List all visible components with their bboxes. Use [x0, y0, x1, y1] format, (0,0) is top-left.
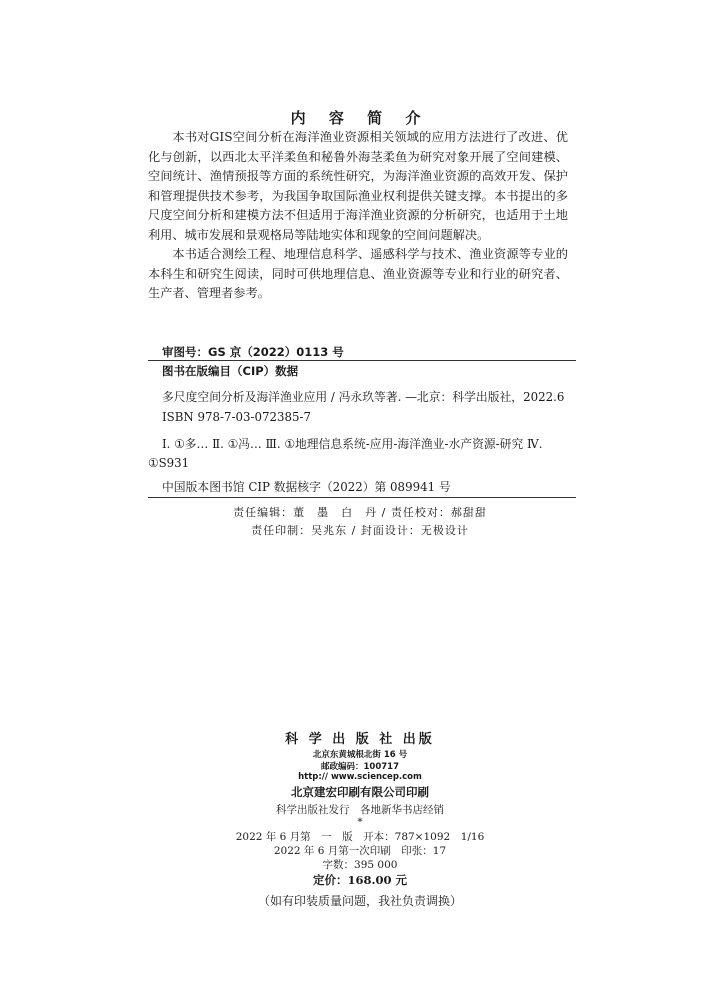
- intro-text: [148, 128, 568, 304]
- printing-info: 2022 年 6 月第一次印刷 印张：17: [273, 845, 447, 857]
- credits-editors: 责任编辑：董 墨 白 丹 / 责任校对：郝甜甜: [233, 506, 487, 519]
- cip-heading: 图书在版编目（CIP）数据: [162, 364, 299, 378]
- publisher-url: http:// www.sciencep.com: [298, 772, 422, 782]
- divider: [148, 360, 576, 361]
- intro-paragraph-2: 本书适合测绘工程、地理信息科学、遥感科学与技术、渔业资源等专业的本科生和研究生阅读，同时可供地理信息、渔业资源等专业和行业的研究者、生产者、管理者参考。: [148, 247, 568, 300]
- divider: [148, 497, 576, 498]
- cip-citation: 多尺度空间分析及海洋渔业应用 / 冯永玖等著. —北京：科学出版社，2022.6: [162, 390, 565, 404]
- quality-note: （如有印装质量问题，我社负责调换）: [257, 894, 462, 908]
- intro-paragraph-1: 本书对GIS空间分析在海洋渔业资源相关领域的应用方法进行了改进、优化与创新，以西北太平洋柔鱼和秘鲁外海茎柔鱼为研究对象开展了空间建模、空间统计、渔情预报等方面的系统性研究，为海洋渔业资源的高效开发、保护和管理提供技术参考，为我国争取国际渔业权利提供关键支撑。本书提出的多尺度空间分析和建模方法不但适用于海洋渔业资源的分析研究，也适用于土地利用、城市发展和景观格局等陆地实体和现象的空间问题解决。: [148, 130, 568, 242]
- cip-isbn: ISBN 978-7-03-072385-7: [162, 410, 311, 424]
- publisher-postcode: 邮政编码：100717: [321, 762, 399, 772]
- cip-record: 中国版本图书馆 CIP 数据核字（2022）第 089941 号: [162, 480, 451, 494]
- publisher-address: 北京东黄城根北街 16 号: [312, 750, 408, 760]
- map-review-number: 审图号：GS 京（2022）0113 号: [162, 345, 344, 359]
- page-title: 内 容 简 介: [290, 109, 430, 127]
- publisher-name: 科 学 出 版 社 出版: [285, 732, 435, 747]
- price: 定价：168.00 元: [312, 873, 407, 887]
- printer: 北京建宏印刷有限公司印刷: [291, 785, 429, 799]
- cip-classification: Ⅰ. ①多… Ⅱ. ①冯… Ⅲ. ①地理信息系统-应用-海洋渔业-水产资源-研究 Ⅳ. ①S931: [148, 437, 543, 470]
- edition-info: 2022 年 6 月第 一 版 开本：787×1092 1/16: [235, 831, 485, 843]
- distribution: 科学出版社发行 各地新华书店经销: [276, 804, 444, 816]
- credits-production: 责任印制：吴兆东 / 封面设计：无极设计: [251, 524, 469, 537]
- separator-star: *: [357, 816, 363, 828]
- word-count: 字数：395 000: [322, 859, 398, 871]
